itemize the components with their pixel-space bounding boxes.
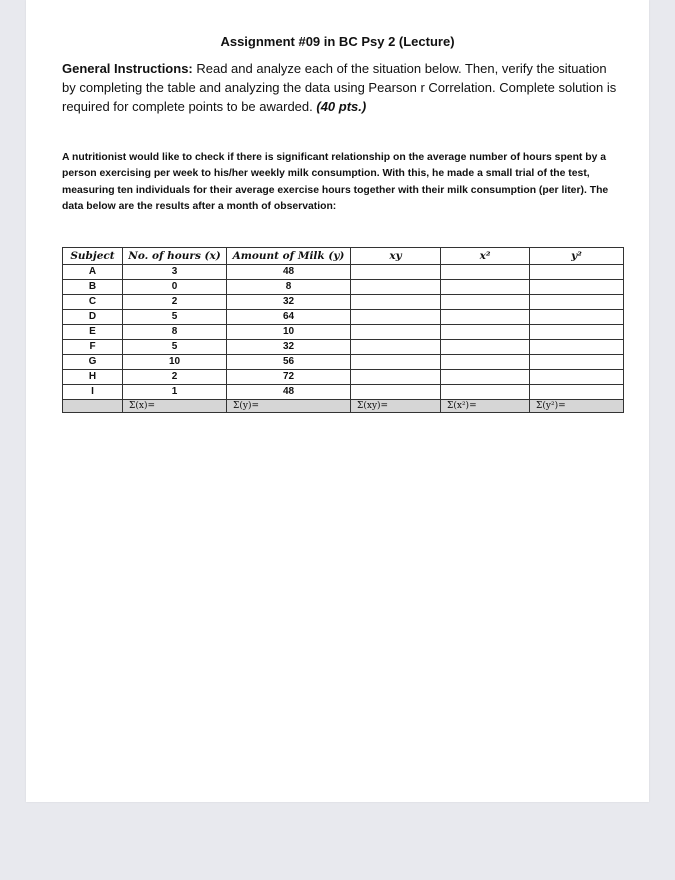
cell-xy[interactable] <box>351 325 441 340</box>
cell-milk: 64 <box>227 310 351 325</box>
instructions-body: Read and analyze each of the situation below. Then, verify the situation by completing the table and analyzing the data using Pearson r Correlation. Complete solution is required for complete points to be awarded. <box>62 61 617 114</box>
header-subject: Subject <box>63 248 123 265</box>
cell-y-squared[interactable] <box>530 280 624 295</box>
sum-y-squared: Σ(y²)= <box>530 400 624 413</box>
cell-hours: 10 <box>123 355 227 370</box>
cell-y-squared[interactable] <box>530 370 624 385</box>
cell-hours: 5 <box>123 310 227 325</box>
sum-row <box>63 400 624 413</box>
cell-hours: 1 <box>123 385 227 400</box>
cell-xy[interactable] <box>351 340 441 355</box>
document-title: Assignment #09 in BC Psy 2 (Lecture) <box>220 34 455 49</box>
cell-y-squared[interactable] <box>530 265 624 280</box>
table-row <box>63 295 624 310</box>
cell-x-squared[interactable] <box>441 280 530 295</box>
table-header-row <box>63 248 624 265</box>
cell-subject: G <box>63 355 123 370</box>
sum-x-squared: Σ(x²)= <box>441 400 530 413</box>
sum-xy: Σ(xy)= <box>351 400 441 413</box>
cell-x-squared[interactable] <box>441 340 530 355</box>
table-row <box>63 340 624 355</box>
general-instructions <box>62 59 622 116</box>
cell-y-squared[interactable] <box>530 325 624 340</box>
cell-milk: 48 <box>227 265 351 280</box>
cell-milk: 32 <box>227 340 351 355</box>
cell-hours: 0 <box>123 280 227 295</box>
document-page <box>26 0 649 802</box>
cell-hours: 2 <box>123 370 227 385</box>
cell-xy[interactable] <box>351 295 441 310</box>
cell-xy[interactable] <box>351 310 441 325</box>
cell-y-squared[interactable] <box>530 355 624 370</box>
cell-milk: 10 <box>227 325 351 340</box>
cell-x-squared[interactable] <box>441 265 530 280</box>
table-row <box>63 310 624 325</box>
cell-y-squared[interactable] <box>530 385 624 400</box>
cell-milk: 72 <box>227 370 351 385</box>
cell-hours: 3 <box>123 265 227 280</box>
sum-y: Σ(y)= <box>227 400 351 413</box>
cell-x-squared[interactable] <box>441 370 530 385</box>
cell-xy[interactable] <box>351 370 441 385</box>
header-xy: xy <box>351 248 441 265</box>
cell-subject: A <box>63 265 123 280</box>
cell-x-squared[interactable] <box>441 355 530 370</box>
cell-x-squared[interactable] <box>441 385 530 400</box>
header-y-squared: y² <box>530 248 624 265</box>
header-milk: Amount of Milk (y) <box>227 248 351 265</box>
cell-hours: 8 <box>123 325 227 340</box>
table-row <box>63 370 624 385</box>
cell-xy[interactable] <box>351 280 441 295</box>
table-row <box>63 325 624 340</box>
cell-subject: C <box>63 295 123 310</box>
cell-x-squared[interactable] <box>441 295 530 310</box>
cell-milk: 56 <box>227 355 351 370</box>
cell-milk: 8 <box>227 280 351 295</box>
cell-subject: D <box>63 310 123 325</box>
instructions-lead: General Instructions: <box>62 61 193 76</box>
table-row <box>63 280 624 295</box>
cell-x-squared[interactable] <box>441 325 530 340</box>
table-row <box>63 385 624 400</box>
cell-hours: 2 <box>123 295 227 310</box>
cell-subject: I <box>63 385 123 400</box>
header-hours: No. of hours (x) <box>123 248 227 265</box>
cell-milk: 48 <box>227 385 351 400</box>
table-row <box>63 265 624 280</box>
table-row <box>63 355 624 370</box>
cell-y-squared[interactable] <box>530 340 624 355</box>
cell-x-squared[interactable] <box>441 310 530 325</box>
cell-subject: H <box>63 370 123 385</box>
instructions-points: (40 pts.) <box>316 99 367 114</box>
cell-subject: B <box>63 280 123 295</box>
cell-y-squared[interactable] <box>530 310 624 325</box>
cell-xy[interactable] <box>351 385 441 400</box>
cell-subject: E <box>63 325 123 340</box>
cell-y-squared[interactable] <box>530 295 624 310</box>
cell-xy[interactable] <box>351 265 441 280</box>
problem-statement: A nutritionist would like to check if there is significant relationship on the average number of hours spent by a person exercising per week to his/her weekly milk consumption. With this, he made a small trial of the test, measuring ten individuals for their average exercise hours together with their milk consumption (per liter). The data below are the results after a month of observation: <box>62 152 609 212</box>
sum-subject-blank <box>63 400 123 413</box>
cell-subject: F <box>63 340 123 355</box>
cell-hours: 5 <box>123 340 227 355</box>
header-x-squared: x² <box>441 248 530 265</box>
cell-milk: 32 <box>227 295 351 310</box>
data-table <box>62 247 624 413</box>
cell-xy[interactable] <box>351 355 441 370</box>
sum-x: Σ(x)= <box>123 400 227 413</box>
